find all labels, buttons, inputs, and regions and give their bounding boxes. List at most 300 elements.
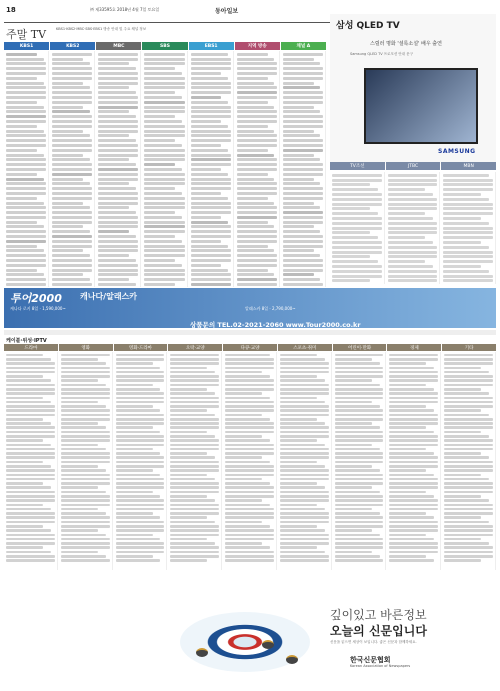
schedule-line: [191, 53, 229, 56]
schedule-line: [6, 144, 46, 147]
schedule-line: [98, 202, 138, 205]
schedule-line: [98, 235, 136, 238]
schedule-line: [61, 474, 110, 477]
schedule-line: [52, 254, 90, 257]
schedule-line: [191, 221, 229, 224]
schedule-line: [170, 529, 219, 532]
schedule-line: [237, 53, 268, 56]
schedule-line: [6, 211, 46, 214]
schedule-line: [61, 521, 110, 524]
schedule-line: [191, 249, 231, 252]
schedule-line: [283, 216, 323, 219]
schedule-line: [6, 91, 46, 94]
page-number: 18: [6, 6, 16, 14]
schedule-line: [6, 405, 55, 408]
schedule-line: [6, 134, 46, 137]
schedule-line: [6, 82, 44, 85]
schedule-line: [6, 158, 46, 161]
schedule-line: [170, 397, 219, 400]
schedule-line: [6, 106, 44, 109]
schedule-line: [237, 211, 277, 214]
schedule-line: [144, 264, 182, 267]
schedule-line: [144, 178, 184, 181]
schedule-line: [283, 202, 314, 205]
schedule-line: [6, 521, 55, 524]
schedule-line: [335, 534, 380, 537]
schedule-line: [98, 144, 138, 147]
schedule-line: [283, 197, 323, 200]
schedule-line: [61, 371, 110, 374]
schedule-line: [237, 101, 268, 104]
schedule-line: [389, 499, 438, 502]
schedule-line: [61, 456, 110, 459]
schedule-line: [237, 173, 268, 176]
schedule-line: [98, 206, 129, 209]
schedule-line: [389, 478, 438, 481]
schedule-line: [52, 264, 92, 267]
schedule-line: [237, 264, 277, 267]
schedule-line: [61, 538, 110, 541]
schedule-line: [280, 461, 317, 464]
schedule-line: [98, 86, 129, 89]
schedule-line: [389, 379, 438, 382]
schedule-line: [6, 53, 37, 56]
schedule-line: [98, 249, 138, 252]
schedule-line: [389, 542, 438, 545]
schedule-line: [237, 168, 277, 171]
schedule-line: [170, 405, 219, 408]
schedule-line: [61, 354, 110, 357]
schedule-line: [52, 125, 92, 128]
schedule-column: [59, 352, 113, 570]
schedule-line: [170, 426, 219, 429]
schedule-line: [116, 465, 165, 468]
schedule-line: [98, 230, 129, 233]
schedule-line: [443, 212, 493, 215]
schedule-line: [280, 465, 325, 468]
schedule-line: [170, 499, 215, 502]
schedule-line: [191, 77, 229, 80]
association-name-en: Korean Association of Newspapers: [350, 664, 411, 668]
schedule-line: [6, 439, 43, 442]
schedule-line: [191, 82, 231, 85]
schedule-line: [98, 158, 129, 161]
schedule-line: [444, 491, 493, 494]
schedule-line: [61, 362, 106, 365]
schedule-line: [144, 197, 184, 200]
schedule-line: [191, 106, 231, 109]
schedule-line: [6, 358, 51, 361]
schedule-line: [6, 512, 55, 515]
schedule-line: [225, 414, 262, 417]
schedule-line: [6, 125, 37, 128]
schedule-line: [61, 551, 98, 554]
schedule-line: [280, 405, 329, 408]
station-info: KBS1·KBS2·MBC·SBS·EBS1 방송 안내 및 주요 채널 정보: [56, 27, 147, 31]
schedule-line: [332, 246, 382, 249]
schedule-line: [98, 110, 129, 113]
schedule-line: [444, 354, 493, 357]
schedule-line: [283, 134, 321, 137]
schedule-line: [280, 448, 329, 451]
schedule-line: [237, 158, 277, 161]
schedule-line: [52, 197, 92, 200]
schedule-line: [335, 508, 372, 511]
schedule-line: [225, 504, 270, 507]
schedule-line: [144, 96, 182, 99]
ad-headline-1: 깊이있고 바른정보: [330, 608, 427, 622]
schedule-line: [237, 149, 268, 152]
schedule-line: [280, 456, 329, 459]
schedule-line: [144, 53, 184, 56]
schedule-line: [335, 371, 384, 374]
schedule-line: [283, 72, 323, 75]
schedule-line: [225, 542, 262, 545]
schedule-line: [443, 203, 493, 206]
schedule-line: [283, 273, 314, 276]
schedule-line: [225, 508, 274, 511]
schedule-line: [335, 431, 384, 434]
schedule-line: [444, 439, 493, 442]
ad-subtext-bottom: 신문을 읽으면 세상이 보입니다. 좋은 신문과 함께하세요.: [330, 640, 417, 644]
schedule-line: [98, 173, 138, 176]
schedule-line: [280, 362, 329, 365]
schedule-line: [335, 504, 384, 507]
schedule-line: [144, 168, 182, 171]
schedule-line: [98, 72, 138, 75]
schedule-line: [443, 265, 481, 268]
schedule-line: [335, 418, 384, 421]
schedule-line: [144, 216, 182, 219]
schedule-line: [280, 516, 329, 519]
schedule-line: [335, 448, 380, 451]
schedule-line: [170, 422, 219, 425]
tour-left-offer: 캐나다 로키 8일 · 1,590,000~: [10, 306, 66, 311]
schedule-line: [98, 125, 138, 128]
schedule-line: [335, 444, 372, 447]
schedule-line: [237, 269, 268, 272]
schedule-line: [6, 354, 43, 357]
schedule-line: [6, 474, 55, 477]
schedule-line: [6, 264, 46, 267]
schedule-line: [444, 367, 481, 370]
schedule-line: [116, 469, 153, 472]
schedule-line: [61, 358, 98, 361]
schedule-line: [6, 456, 55, 459]
schedule-line: [191, 254, 231, 257]
schedule-line: [443, 260, 493, 263]
schedule-line: [225, 534, 274, 537]
schedule-line: [191, 168, 222, 171]
schedule-line: [6, 283, 46, 286]
schedule-line: [225, 525, 270, 528]
schedule-line: [444, 414, 489, 417]
schedule-line: [225, 555, 274, 558]
schedule-line: [283, 53, 323, 56]
schedule-line: [237, 62, 277, 65]
schedule-line: [6, 435, 55, 438]
schedule-line: [6, 508, 51, 511]
schedule-line: [225, 444, 274, 447]
schedule-line: [98, 82, 138, 85]
schedule-line: [225, 409, 274, 412]
schedule-line: [225, 474, 274, 477]
schedule-line: [332, 265, 382, 268]
schedule-line: [237, 182, 277, 185]
schedule-line: [170, 448, 219, 451]
schedule-line: [52, 130, 83, 133]
schedule-line: [52, 154, 83, 157]
schedule-column: [330, 172, 385, 284]
schedule-line: [61, 546, 110, 549]
schedule-line: [52, 273, 83, 276]
schedule-line: [237, 225, 275, 228]
schedule-line: [6, 384, 55, 387]
schedule-line: [237, 192, 277, 195]
schedule-line: [444, 444, 493, 447]
cable-category-header: 기타: [442, 344, 496, 351]
schedule-line: [170, 474, 207, 477]
schedule-line: [225, 354, 270, 357]
schedule-line: [6, 367, 55, 370]
schedule-line: [98, 96, 138, 99]
schedule-line: [144, 273, 184, 276]
schedule-line: [332, 227, 382, 230]
schedule-line: [144, 120, 182, 123]
schedule-line: [335, 538, 384, 541]
schedule-line: [144, 173, 184, 176]
schedule-line: [225, 388, 274, 391]
schedule-line: [237, 163, 277, 166]
schedule-line: [6, 409, 55, 412]
schedule-line: [237, 115, 277, 118]
schedule-line: [389, 388, 434, 391]
schedule-line: [98, 197, 138, 200]
schedule-line: [191, 240, 222, 243]
schedule-line: [116, 499, 165, 502]
schedule-line: [225, 516, 274, 519]
schedule-line: [61, 495, 110, 498]
schedule-line: [283, 178, 314, 181]
schedule-line: [280, 379, 325, 382]
schedule-line: [116, 435, 165, 438]
schedule-line: [191, 67, 231, 70]
schedule-line: [52, 202, 83, 205]
schedule-line: [6, 254, 46, 257]
schedule-line: [237, 139, 277, 142]
schedule-line: [116, 439, 165, 442]
schedule-line: [144, 259, 175, 262]
schedule-line: [144, 154, 184, 157]
schedule-line: [335, 525, 384, 528]
schedule-line: [52, 158, 90, 161]
schedule-line: [335, 405, 380, 408]
schedule-line: [283, 269, 323, 272]
schedule-line: [444, 397, 493, 400]
schedule-line: [335, 465, 372, 468]
schedule-line: [237, 96, 277, 99]
schedule-line: [52, 269, 92, 272]
schedule-line: [389, 431, 434, 434]
schedule-line: [6, 504, 43, 507]
schedule-line: [332, 251, 382, 254]
channel-jtbc: JTBC: [386, 162, 441, 170]
schedule-line: [225, 422, 274, 425]
schedule-line: [61, 448, 106, 451]
schedule-line: [280, 508, 325, 511]
schedule-line: [52, 62, 90, 65]
schedule-line: [116, 508, 165, 511]
schedule-line: [280, 452, 329, 455]
schedule-line: [98, 101, 138, 104]
schedule-line: [283, 225, 314, 228]
schedule-line: [191, 115, 231, 118]
schedule-line: [6, 401, 51, 404]
schedule-line: [98, 187, 136, 190]
schedule-line: [52, 240, 92, 243]
schedule-line: [144, 278, 184, 281]
schedule-line: [225, 456, 262, 459]
schedule-line: [280, 546, 317, 549]
schedule-line: [98, 77, 138, 80]
schedule-line: [335, 516, 384, 519]
schedule-line: [335, 392, 384, 395]
tour-contact: 상품문의 TEL.02-2021-2060 www.Tour2000.co.kr: [190, 321, 361, 329]
schedule-line: [6, 418, 43, 421]
schedule-line: [61, 461, 110, 464]
schedule-line: [237, 187, 277, 190]
cable-category-header: 오락·교양: [168, 344, 222, 351]
schedule-line: [61, 439, 110, 442]
schedule-line: [98, 62, 129, 65]
schedule-line: [6, 221, 37, 224]
schedule-line: [332, 198, 382, 201]
schedule-line: [98, 254, 129, 257]
schedule-line: [225, 426, 274, 429]
schedule-line: [443, 255, 493, 258]
schedule-line: [61, 469, 106, 472]
schedule-line: [237, 91, 277, 94]
schedule-line: [335, 491, 380, 494]
cable-category-header: 경제: [387, 344, 441, 351]
schedule-line: [335, 486, 372, 489]
schedule-line: [444, 435, 489, 438]
schedule-line: [98, 225, 138, 228]
schedule-line: [144, 235, 175, 238]
schedule-line: [144, 211, 175, 214]
schedule-line: [6, 452, 55, 455]
schedule-line: [335, 422, 372, 425]
schedule-column: [333, 352, 387, 570]
schedule-line: [61, 401, 98, 404]
schedule-line: [225, 546, 270, 549]
schedule-column: [114, 352, 168, 570]
channel-mbc: MBC: [96, 42, 141, 50]
schedule-line: [389, 482, 438, 485]
schedule-line: [225, 397, 270, 400]
association-name: 한국신문협회: [350, 656, 391, 664]
schedule-line: [61, 525, 110, 528]
schedule-line: [225, 495, 274, 498]
schedule-line: [389, 439, 438, 442]
schedule-line: [280, 478, 329, 481]
schedule-line: [444, 358, 493, 361]
schedule-line: [389, 555, 426, 558]
schedule-line: [61, 486, 98, 489]
schedule-line: [225, 379, 274, 382]
schedule-line: [444, 401, 493, 404]
schedule-column: [235, 51, 280, 287]
schedule-line: [335, 401, 372, 404]
schedule-line: [280, 469, 329, 472]
schedule-line: [283, 211, 323, 214]
schedule-line: [116, 358, 165, 361]
schedule-line: [191, 273, 231, 276]
schedule-line: [61, 542, 110, 545]
schedule-line: [388, 279, 438, 282]
schedule-line: [6, 525, 43, 528]
schedule-line: [225, 448, 274, 451]
schedule-line: [332, 255, 370, 258]
schedule-line: [237, 82, 275, 85]
schedule-line: [144, 67, 175, 70]
schedule-line: [144, 106, 184, 109]
schedule-line: [443, 236, 493, 239]
schedule-line: [52, 72, 92, 75]
schedule-line: [225, 521, 262, 524]
schedule-line: [170, 491, 219, 494]
issue-meta: ㈜ 제33595호 2018년 4월 7일 토요일: [90, 7, 160, 12]
schedule-line: [389, 375, 438, 378]
schedule-line: [335, 414, 384, 417]
schedule-line: [52, 235, 92, 238]
schedule-line: [283, 278, 321, 281]
schedule-line: [6, 375, 43, 378]
schedule-line: [116, 418, 165, 421]
schedule-line: [98, 269, 138, 272]
schedule-line: [389, 384, 426, 387]
schedule-line: [335, 546, 384, 549]
schedule-line: [52, 139, 92, 142]
schedule-line: [191, 178, 231, 181]
schedule-line: [52, 182, 90, 185]
schedule-line: [237, 254, 277, 257]
schedule-line: [191, 101, 229, 104]
schedule-line: [444, 465, 493, 468]
cable-section-title: 케이블·위성·IPTV: [6, 338, 47, 344]
schedule-line: [443, 183, 493, 186]
schedule-line: [280, 491, 329, 494]
schedule-line: [170, 559, 207, 562]
schedule-line: [225, 401, 274, 404]
schedule-line: [61, 409, 110, 412]
schedule-line: [61, 397, 110, 400]
schedule-line: [335, 469, 380, 472]
schedule-line: [6, 130, 44, 133]
channel-local: 지역 방송: [235, 42, 280, 50]
schedule-line: [389, 521, 438, 524]
tv-image: [364, 68, 478, 144]
schedule-line: [144, 82, 184, 85]
schedule-line: [116, 534, 153, 537]
schedule-line: [443, 246, 489, 249]
schedule-line: [283, 254, 321, 257]
schedule-line: [280, 435, 329, 438]
schedule-line: [52, 58, 83, 61]
schedule-line: [116, 414, 165, 417]
schedule-line: [237, 134, 277, 137]
schedule-line: [61, 508, 98, 511]
